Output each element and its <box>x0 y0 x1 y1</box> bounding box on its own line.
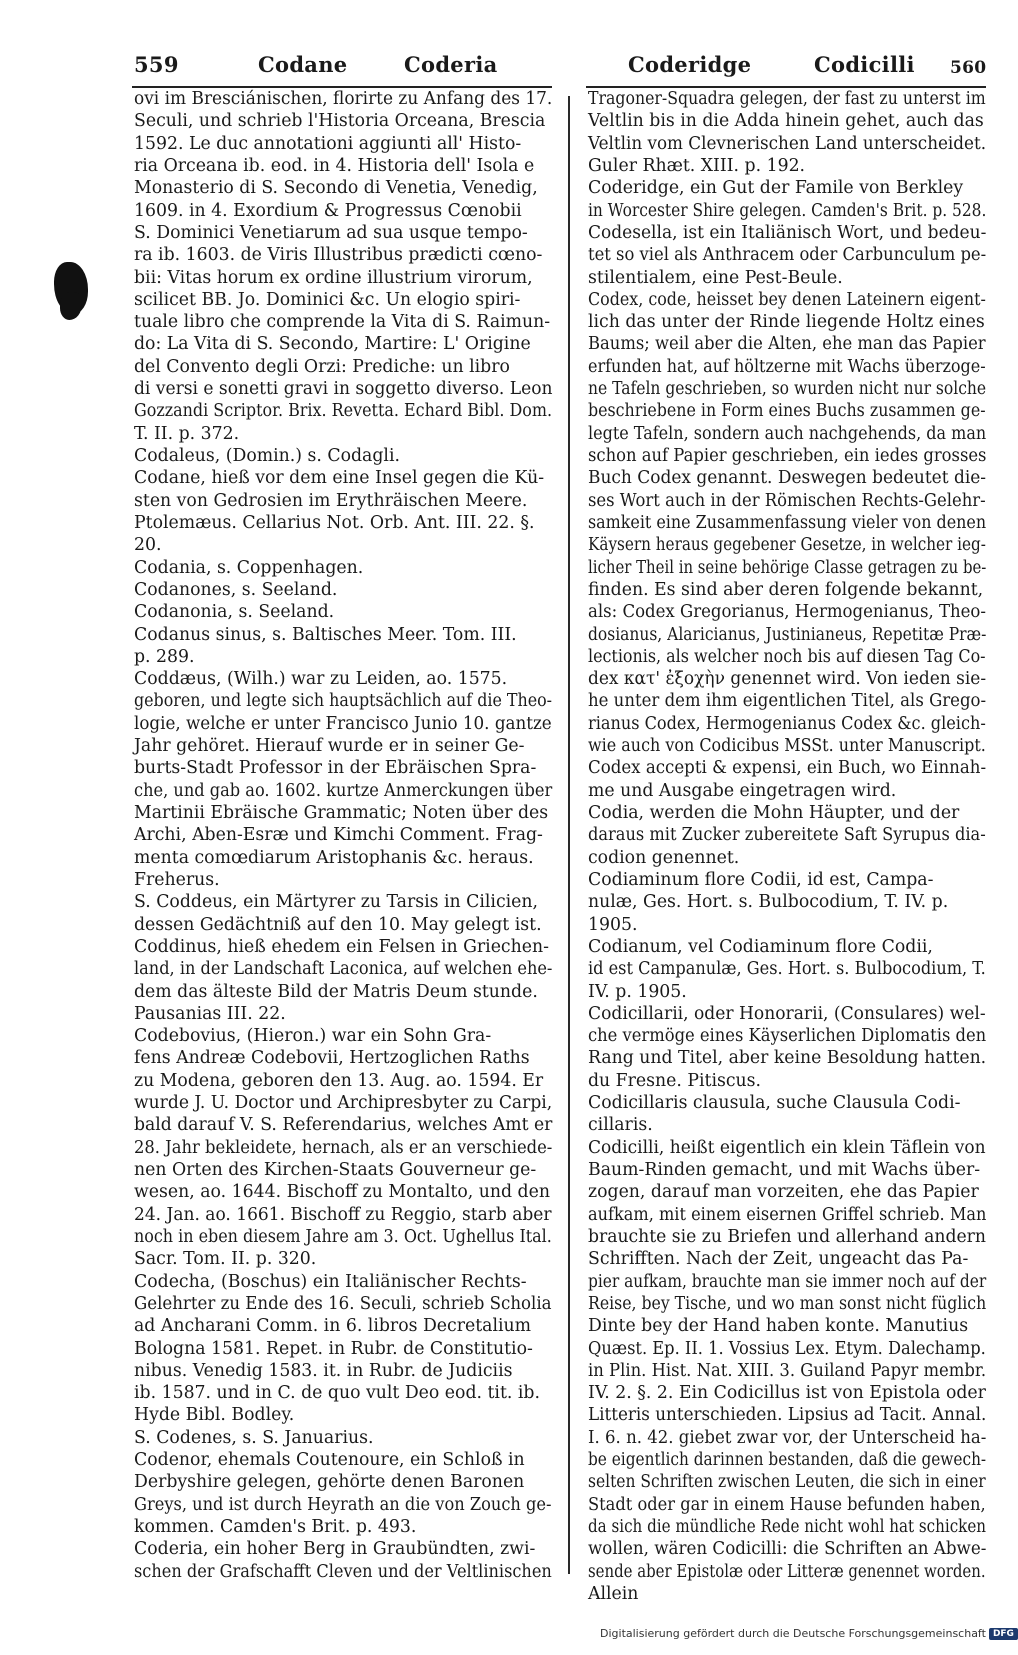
text-line: Codianum, vel Codiaminum flore Codii, <box>588 936 933 957</box>
text-line: Bologna 1581. Repet. in Rubr. de Constitutio- <box>134 1338 533 1359</box>
text-line: Codanonia, s. Seeland. <box>134 602 335 623</box>
text-line: Ptolemæus. Cellarius Not. Orb. Ant. III. 22. §. <box>134 512 535 533</box>
text-line: I. 6. n. 42. giebet zwar vor, der Unterscheid ha- <box>588 1427 987 1448</box>
text-line: Codanones, s. Seeland. <box>134 579 338 600</box>
text-line: ovi im Bresciánischen, florirte zu Anfang des 17. <box>134 89 553 109</box>
text-line: bii: Vitas horum ex ordine illustrium virorum, <box>134 267 533 288</box>
text-line: Dinte bey der Hand haben konte. Manutius <box>588 1316 969 1337</box>
text-line: dex κατ' ἐξοχὴν genennet wird. Von ieden sie- <box>588 669 987 690</box>
text-line: noch in eben diesem Jahre am 3. Oct. Ughellus Ital. <box>134 1226 552 1247</box>
text-line: nibus. Venedig 1583. it. in Rubr. de Judiciis <box>134 1360 513 1381</box>
text-line: Codebovius, (Hieron.) war ein Sohn Gra- <box>134 1026 492 1047</box>
text-line: Codaleus, (Domin.) s. Codagli. <box>134 446 400 466</box>
text-line: Käysern heraus gegebener Gesetze, in welcher ieg- <box>588 535 986 556</box>
text-line: Coddinus, hieß ehedem ein Felsen in Griechen- <box>134 936 549 957</box>
text-line: aufkam, mit einem eisernen Griffel schrieb. Man <box>588 1204 987 1225</box>
text-line: che, und gab ao. 1602. kurtze Anmerckungen über <box>134 780 553 801</box>
text-line: Quæst. Ep. II. 1. Vossius Lex. Etym. Dalechamp. <box>588 1338 986 1359</box>
text-line: Coderidge, ein Gut der Famile von Berkley <box>588 178 964 199</box>
text-line: di versi e sonetti gravi in soggetto diverso. Leon <box>134 379 553 400</box>
text-line: Codesella, ist ein Italiänisch Wort, und bedeu- <box>588 222 987 243</box>
text-line: Schrifften. Nach der Zeit, ungeacht das Pa- <box>588 1249 969 1270</box>
text-line: nen Orten des Kirchen-Staats Gouverneur ge- <box>134 1160 537 1180</box>
text-line: sende aber Epistolæ oder Litteræ genennet worden. <box>588 1561 986 1582</box>
text-line: finden. Es sind aber deren folgende bekannt, <box>588 579 984 600</box>
text-line: Monasterio di S. Secondo di Venetia, Venedig, <box>134 178 538 199</box>
text-line: Codicillaris clausula, suche Clausula Codi- <box>588 1093 961 1114</box>
text-line: wollen, wären Codicilli: die Schriften an Abwe- <box>588 1539 987 1560</box>
text-line: bald darauf V. S. Referendarius, welches Amt er <box>134 1115 553 1136</box>
text-line: Gozzandi Scriptor. Brix. Revetta. Echard Bibl. Dom. <box>134 401 553 422</box>
text-line: Freherus. <box>134 869 220 890</box>
text-line: Codiaminum flore Codii, id est, Campa- <box>588 869 934 890</box>
text-line: daraus mit Zucker zubereitete Saft Syrupus dia- <box>588 825 986 846</box>
text-line: als: Codex Gregorianus, Hermogenianus, Theo- <box>588 602 986 623</box>
text-line: Stadt oder gar in einem Hause befunden haben, <box>588 1494 986 1515</box>
text-line: Pausanias III. 22. <box>134 1003 286 1024</box>
ink-blot-drip <box>60 292 82 320</box>
catchword-left-last: Coderia <box>404 52 498 77</box>
text-line: be eigentlich darinnen bestanden, daß die gewech- <box>588 1450 987 1471</box>
text-line: dessen Gedächtniß auf den 10. May gelegt ist. <box>134 914 542 935</box>
text-column-right <box>588 88 986 1605</box>
text-line: 24. Jan. ao. 1661. Bischoff zu Reggio, starb aber <box>134 1204 552 1225</box>
catchword-right-first: Coderidge <box>628 52 752 77</box>
text-line: S. Coddeus, ein Märtyrer zu Tarsis in Cilicien, <box>134 892 538 913</box>
text-line: nulæ, Ges. Hort. s. Bulbocodium, T. IV. p. <box>588 892 949 913</box>
text-line: Derbyshire gelegen, gehörte denen Baronen <box>134 1472 525 1493</box>
text-line: Baums; weil aber die Alten, ehe man das Papier <box>588 334 986 355</box>
text-line: Codania, s. Coppenhagen. <box>134 557 364 578</box>
text-line: Codane, hieß vor dem eine Insel gegen die Kü- <box>134 468 545 489</box>
page-number-left: 559 <box>134 52 179 77</box>
text-line: menta comœdiarum Aristophanis &c. heraus. <box>134 847 534 868</box>
text-line: Veltlin bis in die Adda hinein gehet, auch das <box>588 111 984 132</box>
text-line: T. II. p. 372. <box>134 423 240 444</box>
text-line: Buch Codex genannt. Deswegen bedeutet die- <box>588 468 987 489</box>
text-line: Gelehrter zu Ende des 16. Seculi, schrieb Scholia <box>134 1293 552 1314</box>
text-line: dosianus, Alaricianus, Justinianeus, Repetitæ Præ- <box>588 624 987 645</box>
text-line: id est Campanulæ, Ges. Hort. s. Bulbocodium, T. <box>588 959 986 980</box>
text-line: p. 289. <box>134 646 195 667</box>
text-line: schen der Grafschafft Cleven und der Veltlinischen <box>134 1561 552 1582</box>
text-line: wie auch von Codicibus MSSt. unter Manuscript. <box>588 736 986 757</box>
text-line: ad Ancharani Comm. in 6. libros Decretalium <box>134 1316 532 1337</box>
text-line: Allein <box>588 1583 639 1604</box>
text-line: kommen. Camden's Brit. p. 493. <box>134 1517 417 1537</box>
text-line: Codex accepti & expensi, ein Buch, wo Einnah- <box>588 758 987 779</box>
text-line: Codanus sinus, s. Baltisches Meer. Tom. III. <box>134 624 517 645</box>
text-line: Tragoner-Squadra gelegen, der fast zu unterst im <box>588 89 986 109</box>
text-line: du Fresne. Pitiscus. <box>588 1070 762 1091</box>
text-line: land, in der Landschaft Laconica, auf welchen ehe- <box>134 959 553 980</box>
text-line: sten von Gedrosien im Erythräischen Meere. <box>134 490 528 511</box>
text-line: Archi, Aben-Esræ und Kimchi Comment. Frag- <box>134 825 543 846</box>
text-line: zogen, darauf man vorzeiten, ehe das Papier <box>588 1182 979 1203</box>
text-line: Martinii Ebräische Grammatic; Noten über des <box>134 803 549 823</box>
text-line: samkeit eine Zusammenfassung vieler von denen <box>588 512 987 533</box>
page-number-right: 560 <box>950 58 987 78</box>
text-line: fens Andreæ Codebovii, Hertzoglichen Raths <box>134 1048 530 1069</box>
text-line: Codicilli, heißt eigentlich ein klein Täflein von <box>588 1137 986 1158</box>
text-line: Codicillarii, oder Honorarii, (Consulares) wel- <box>588 1003 986 1024</box>
text-line: selten Schriften zwischen Leuten, die sich in einer <box>588 1472 986 1493</box>
text-line: Veltlin vom Clevnerischen Land unterscheidet. <box>588 133 987 154</box>
text-line: pier aufkam, brauchte man sie immer noch auf der <box>588 1271 987 1292</box>
text-line: 1905. <box>588 914 638 935</box>
text-line: ib. 1587. und in C. de quo vult Deo eod. tit. ib. <box>134 1383 540 1404</box>
text-line: Guler Rhæt. XIII. p. 192. <box>588 155 806 176</box>
text-line: Jahr gehöret. Hierauf wurde er in seiner Ge- <box>134 736 525 757</box>
text-line: Litteris unterschieden. Lipsius ad Tacit. Annal. <box>588 1405 987 1426</box>
text-line: tet so viel als Anthracem oder Carbunculum pe- <box>588 245 987 266</box>
text-line: da sich die mündliche Rede nicht wohl hat schicken <box>588 1517 987 1537</box>
text-line: Codecha, (Boschus) ein Italiänischer Rechts- <box>134 1271 527 1292</box>
dfg-logo: DFG <box>989 1628 1018 1640</box>
text-line: 1592. Le duc annotationi aggiunti all' Histo- <box>134 133 522 154</box>
text-line: 1609. in 4. Exordium & Progressus Cœnobii <box>134 200 522 221</box>
text-line: zu Modena, geboren den 13. Aug. ao. 1594. Er <box>134 1070 544 1091</box>
text-line: S. Codenes, s. S. Januarius. <box>134 1427 374 1448</box>
text-column-left <box>134 88 552 1583</box>
text-line: ses Wort auch in der Römischen Rechts-Gelehr- <box>588 490 986 511</box>
text-line: Codex, code, heisset bey denen Lateinern eigent- <box>588 289 986 310</box>
text-line: lich das unter der Rinde liegende Holtz eines <box>588 312 985 333</box>
text-line: che vermöge eines Käyserlichen Diplomatis den <box>588 1026 987 1047</box>
text-line: geboren, und legte sich hauptsächlich auf die Theo- <box>134 691 553 712</box>
text-line: Rang und Titel, aber keine Besoldung hatten. <box>588 1048 987 1069</box>
catchword-right-last: Codicilli <box>814 52 915 77</box>
text-line: logie, welche er unter Francisco Junio 10. gantze <box>134 713 552 734</box>
text-line: burts-Stadt Professor in der Ebräischen Spra- <box>134 758 537 779</box>
catchword-left-first: Codane <box>258 52 348 77</box>
text-line: scilicet BB. Jo. Dominici &c. Un elogio spiri- <box>134 289 521 310</box>
digitization-credit <box>600 1627 1014 1640</box>
text-line: Baum-Rinden gemacht, und mit Wachs über- <box>588 1160 981 1180</box>
text-line: in Plin. Hist. Nat. XIII. 3. Guiland Papyr membr. <box>588 1360 987 1381</box>
text-line: wesen, ao. 1644. Bischoff zu Montalto, und den <box>134 1182 550 1203</box>
text-line: he unter dem ihm eigentlichen Titel, als Grego- <box>588 691 987 712</box>
text-line: Hyde Bibl. Bodley. <box>134 1405 295 1426</box>
text-line: wurde J. U. Doctor und Archipresbyter zu Carpi, <box>134 1093 553 1114</box>
text-line: ra ib. 1603. de Viris Illustribus prædicti cœno- <box>134 245 543 266</box>
text-line: Seculi, und schrieb l'Historia Orceana, Brescia <box>134 111 546 132</box>
text-line: do: La Vita di S. Secondo, Martire: L' Origine <box>134 334 531 355</box>
column-divider <box>568 96 570 1574</box>
text-line: lectionis, als welcher noch bis auf diesen Tag Co- <box>588 646 986 667</box>
text-line: ne Tafeln geschrieben, so wurden nicht nur solche <box>588 379 987 400</box>
text-line: tuale libro che comprende la Vita di S. Raimun- <box>134 312 551 333</box>
text-line: S. Dominici Venetiarum ad sua usque tempo- <box>134 222 528 243</box>
text-line: schon auf Papier geschrieben, ein iedes grosses <box>588 446 987 466</box>
text-line: Codia, werden die Mohn Häupter, und der <box>588 803 960 823</box>
text-line: codion genennet. <box>588 847 740 868</box>
text-line: dem das älteste Bild der Matris Deum stunde. <box>134 981 538 1002</box>
text-line: brauchte sie zu Briefen und allerhand andern <box>588 1226 986 1247</box>
credit-text: Digitalisierung gefördert durch die Deutsche Forschungsgemeinschaft <box>600 1627 986 1640</box>
text-line: in Worcester Shire gelegen. Camden's Brit. p. 528. <box>588 200 987 221</box>
text-line: Reise, bey Tische, und wo man sonst nicht füglich <box>588 1293 987 1314</box>
text-line: ria Orceana ib. eod. in 4. Historia dell' Isola e <box>134 155 535 176</box>
text-line: IV. p. 1905. <box>588 981 687 1002</box>
text-line: cillaris. <box>588 1115 653 1136</box>
text-line: del Convento degli Orzi: Prediche: un libro <box>134 356 510 377</box>
text-line: 28. Jahr bekleidete, hernach, als er an verschiede- <box>134 1137 553 1158</box>
text-line: legte Tafeln, sondern auch nachgehends, da man <box>588 423 987 444</box>
text-line: beschriebene in Form eines Buchs zusammen ge- <box>588 401 986 422</box>
text-line: Coderia, ein hoher Berg in Graubündten, zwi- <box>134 1539 536 1560</box>
text-line: 20. <box>134 535 162 556</box>
text-line: Sacr. Tom. II. p. 320. <box>134 1249 317 1270</box>
text-line: me und Ausgabe eingetragen wird. <box>588 780 897 801</box>
text-line: rianus Codex, Hermogenianus Codex &c. gleich- <box>588 713 986 734</box>
text-line: Greys, und ist durch Heyrath an die von Zouch ge- <box>134 1494 552 1515</box>
text-line: Codenor, ehemals Coutenoure, ein Schloß in <box>134 1450 525 1471</box>
text-line: Coddæus, (Wilh.) war zu Leiden, ao. 1575. <box>134 669 508 690</box>
text-line: IV. 2. §. 2. Ein Codicillus ist von Epistola oder <box>588 1383 986 1404</box>
text-line: licher Theil in seine behörige Classe getragen zu be- <box>588 557 987 578</box>
text-line: stilentialem, eine Pest-Beule. <box>588 267 843 288</box>
text-line: erfunden hat, auf höltzerne mit Wachs überzoge- <box>588 356 986 377</box>
